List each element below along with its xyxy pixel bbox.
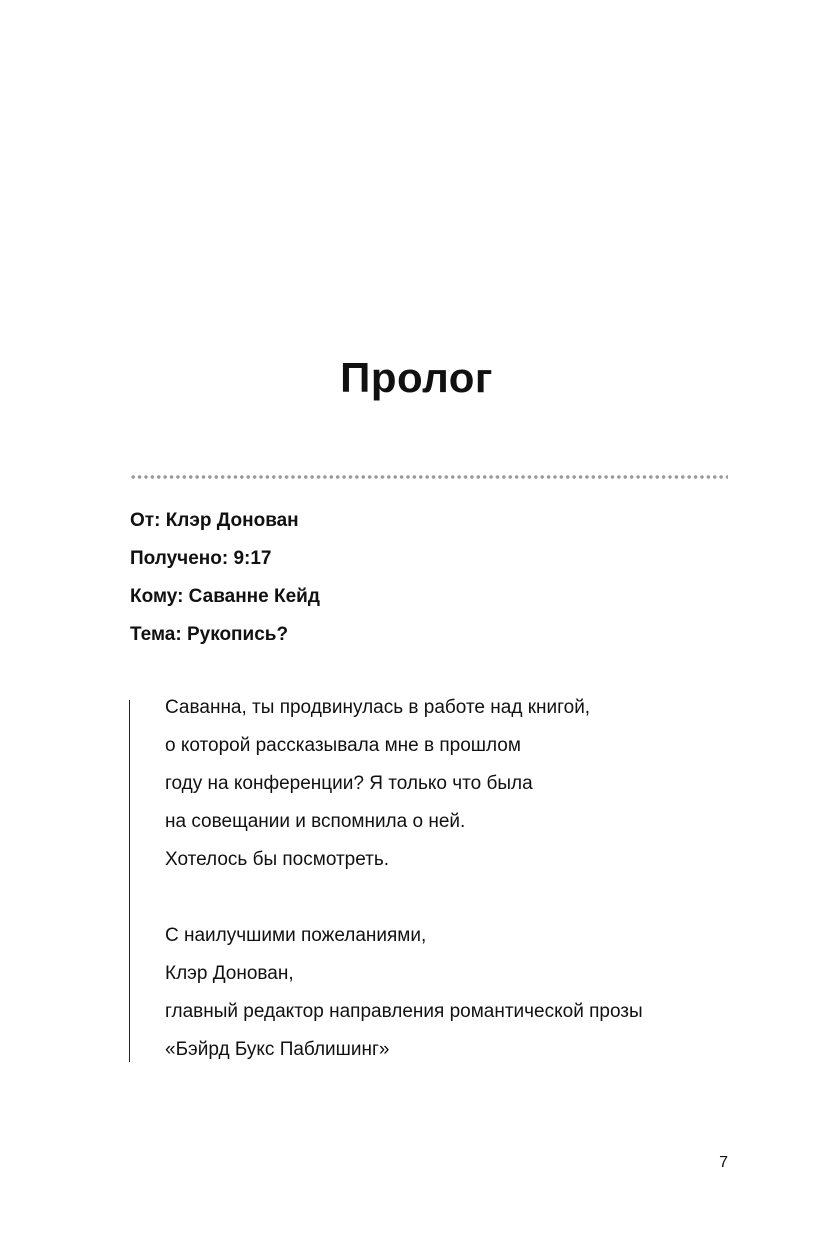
signature-line: главный редактор направления романтической прозы — [165, 1001, 643, 1022]
dotted-divider — [130, 474, 728, 480]
body-line: году на конференции? Я только что была — [165, 773, 533, 794]
body-line: о которой рассказывала мне в прошлом — [165, 735, 521, 756]
signature-line: С наилучшими пожеланиями, — [165, 925, 427, 946]
signature-line: Клэр Донован, — [165, 963, 294, 984]
page-number: 7 — [719, 1154, 728, 1171]
email-body — [165, 695, 745, 1075]
email-to: Кому: Саванне Кейд — [130, 586, 320, 607]
chapter-title: Пролог — [340, 354, 493, 401]
email-message-block — [129, 697, 750, 1062]
email-subject: Тема: Рукопись? — [130, 624, 289, 645]
email-headers — [130, 508, 730, 660]
email-from: От: Клэр Донован — [130, 510, 299, 531]
email-received: Получено: 9:17 — [130, 548, 272, 569]
signature-line: «Бэйрд Букс Паблишинг» — [165, 1039, 390, 1060]
paragraph-gap — [165, 885, 745, 923]
body-line: Хотелось бы посмотреть. — [165, 849, 390, 870]
body-line: на совещании и вспомнила о ней. — [165, 811, 466, 832]
body-line: Саванна, ты продвинулась в работе над книгой, — [165, 697, 591, 718]
